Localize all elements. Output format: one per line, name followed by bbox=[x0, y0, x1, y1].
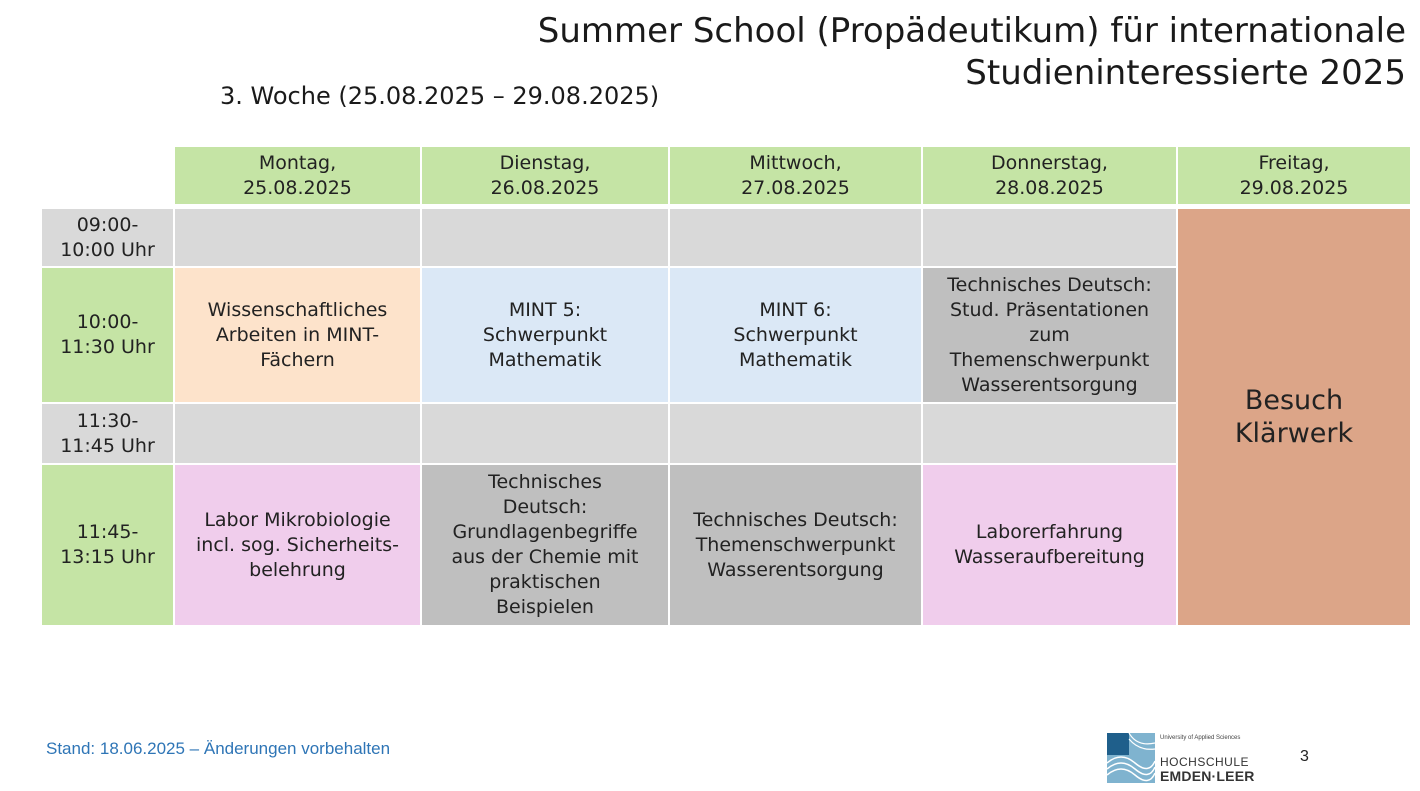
logo-tagline: University of Applied Sciences bbox=[1160, 735, 1241, 741]
slot-mon-1130 bbox=[175, 404, 420, 463]
slot-tue-1000: MINT 5: Schwerpunkt Mathematik bbox=[422, 268, 668, 402]
slot-fri-all-day: Besuch Klärwerk bbox=[1178, 209, 1410, 625]
page-number: 3 bbox=[1300, 748, 1309, 765]
slot-thu-1000: Technisches Deutsch: Stud. Präsentationen zum Themenschwerpunkt Wasserentsorgung bbox=[923, 268, 1176, 402]
footer-status: Stand: 18.06.2025 – Änderungen vorbehalten bbox=[46, 739, 391, 758]
slide-title-line2: Studieninteressierte 2025 bbox=[965, 53, 1406, 93]
week-subtitle: 3. Woche (25.08.2025 – 29.08.2025) bbox=[220, 82, 660, 110]
time-slot-1000: 10:00- 11:30 Uhr bbox=[42, 268, 173, 402]
day-header-friday: Freitag, 29.08.2025 bbox=[1178, 147, 1410, 204]
logo-name-line2: EMDEN·LEER bbox=[1160, 768, 1255, 784]
slot-thu-1130 bbox=[923, 404, 1176, 463]
day-header-thursday: Donnerstag, 28.08.2025 bbox=[923, 147, 1176, 204]
slot-tue-1145: Technisches Deutsch: Grundlagenbegriffe aus der Chemie mit praktischen Beispielen bbox=[422, 465, 668, 625]
slot-wed-1000: MINT 6: Schwerpunkt Mathematik bbox=[670, 268, 921, 402]
day-header-monday: Montag, 25.08.2025 bbox=[175, 147, 420, 204]
slide-title-line1: Summer School (Propädeutikum) für internationale bbox=[537, 11, 1406, 51]
slot-tue-0900 bbox=[422, 209, 668, 266]
day-header-wednesday: Mittwoch, 27.08.2025 bbox=[670, 147, 921, 204]
slot-wed-0900 bbox=[670, 209, 921, 266]
slot-mon-1145: Labor Mikrobiologie incl. sog. Sicherheits- belehrung bbox=[175, 465, 420, 625]
slot-tue-1130 bbox=[422, 404, 668, 463]
slot-mon-1000: Wissenschaftliches Arbeiten in MINT- Fächern bbox=[175, 268, 420, 402]
time-slot-1130: 11:30- 11:45 Uhr bbox=[42, 404, 173, 463]
slot-mon-0900 bbox=[175, 209, 420, 266]
slot-wed-1145: Technisches Deutsch: Themenschwerpunkt Wasserentsorgung bbox=[670, 465, 921, 625]
day-header-tuesday: Dienstag, 26.08.2025 bbox=[422, 147, 668, 204]
slot-thu-1145: Laborerfahrung Wasseraufbereitung bbox=[923, 465, 1176, 625]
time-slot-0900: 09:00- 10:00 Uhr bbox=[42, 209, 173, 266]
university-logo-icon bbox=[1107, 733, 1155, 783]
logo-name-line1: HOCHSCHULE bbox=[1160, 755, 1250, 769]
time-slot-1145: 11:45- 13:15 Uhr bbox=[42, 465, 173, 625]
university-logo bbox=[1107, 733, 1257, 785]
slot-wed-1130 bbox=[670, 404, 921, 463]
slot-thu-0900 bbox=[923, 209, 1176, 266]
